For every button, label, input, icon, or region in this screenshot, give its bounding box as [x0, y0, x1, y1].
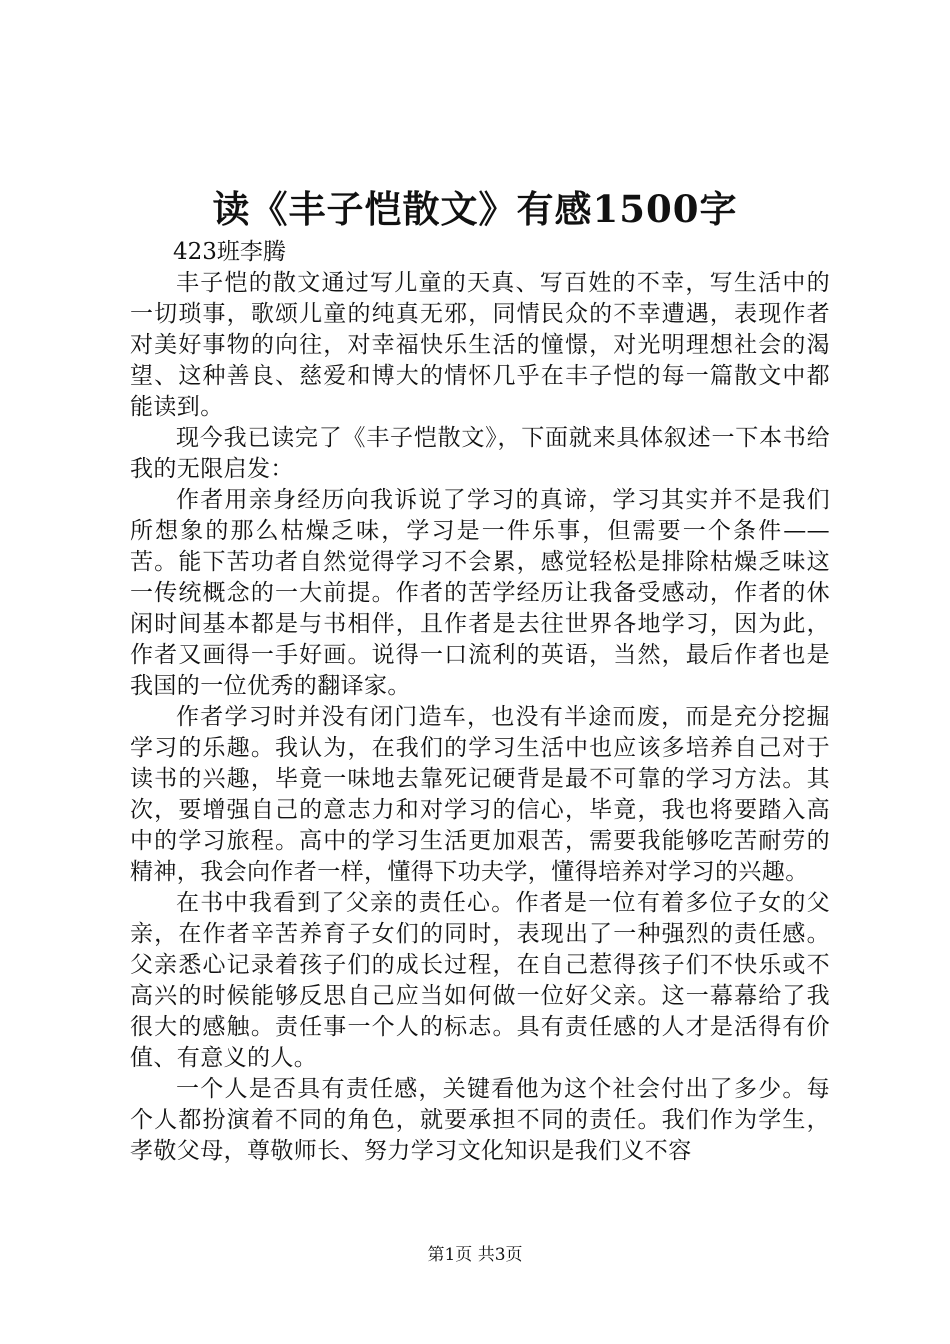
paragraph: 丰子恺的散文通过写儿童的天真、写百姓的不幸，写生活中的一切琐事，歌颂儿童的纯真无邪，同情民众的不幸遭遇，表现作者对美好事物的向往，对幸福快乐生活的憧憬，对光明理想社会的渴望、这种善良、慈爱和博大的情怀几乎在丰子恺的每一篇散文中都能读到。 [130, 270, 830, 420]
document-body [130, 268, 830, 1167]
document-title: 读《丰子恺散文》有感1500字 [212, 187, 738, 231]
page-footer: 第1页 共3页 [427, 1245, 523, 1265]
paragraph: 现今我已读完了《丰子恺散文》，下面就来具体叙述一下本书给我的无限启发： [130, 425, 830, 482]
paragraph: 作者学习时并没有闭门造车，也没有半途而废，而是充分挖掘学习的乐趣。我认为，在我们的学习生活中也应该多培养自己对于读书的兴趣，毕竟一味地去靠死记硬背是最不可靠的学习方法。其次，要增强自己的意志力和对学习的信心，毕竟，我也将要踏入高中的学习旅程。高中的学习生活更加艰苦，需要我能够吃苦耐劳的精神，我会向作者一样，懂得下功夫学，懂得培养对学习的兴趣。 [130, 704, 830, 885]
paragraph: 在书中我看到了父亲的责任心。作者是一位有着多位子女的父亲，在作者辛苦养育子女们的同时，表现出了一种强烈的责任感。父亲悉心记录着孩子们的成长过程，在自己惹得孩子们不快乐或不高兴的时候能够反思自己应当如何做一位好父亲。这一幕幕给了我很大的感触。责任事一个人的标志。具有责任感的人才是活得有价值、有意义的人。 [130, 890, 830, 1071]
author-line: 423班李腾 [173, 239, 286, 265]
paragraph: 一个人是否具有责任感，关键看他为这个社会付出了多少。每个人都扮演着不同的角色，就要承担不同的责任。我们作为学生，孝敬父母，尊敬师长、努力学习文化知识是我们义不容 [130, 1076, 830, 1164]
paragraph: 作者用亲身经历向我诉说了学习的真谛，学习其实并不是我们所想象的那么枯燥乏味，学习是一件乐事，但需要一个条件——苦。能下苦功者自然觉得学习不会累，感觉轻松是排除枯燥乏味这一传统概念的一大前提。作者的苦学经历让我备受感动，作者的休闲时间基本都是与书相伴，且作者是去往世界各地学习，因为此，作者又画得一手好画。说得一口流利的英语，当然，最后作者也是我国的一位优秀的翻译家。 [130, 487, 830, 699]
